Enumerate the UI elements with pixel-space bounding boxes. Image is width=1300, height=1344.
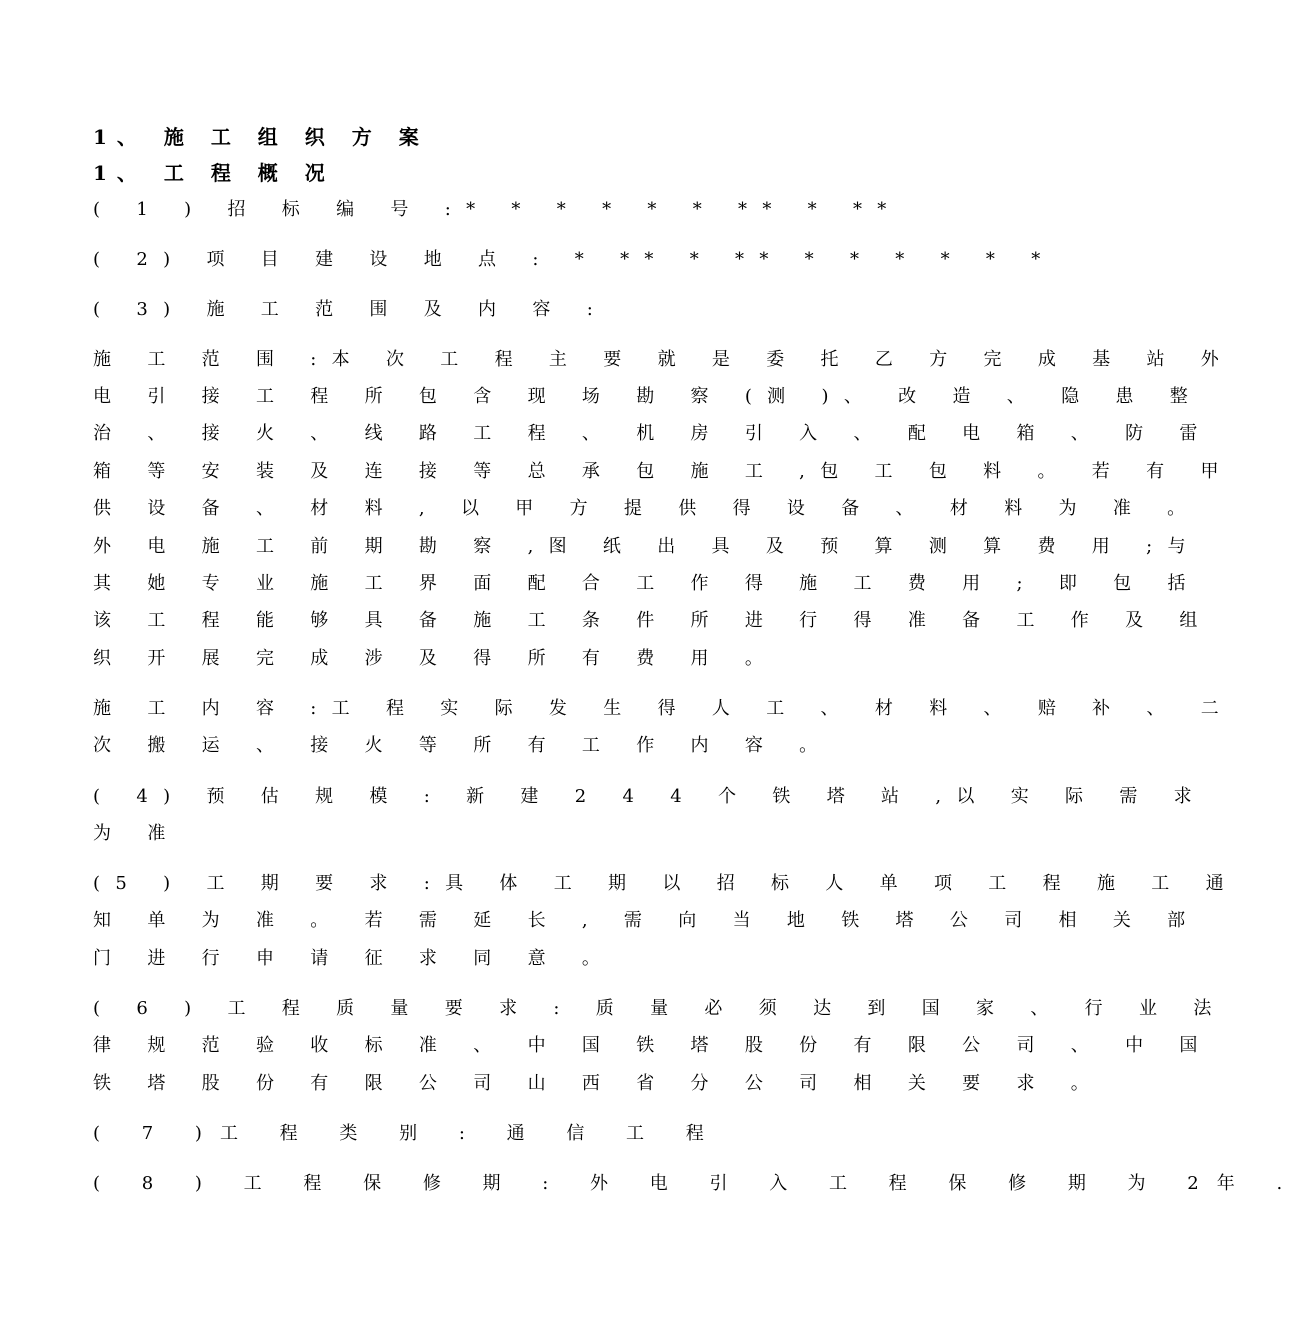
item-bid-number: ( 1 ) 招 标 编 号 :* * * * * * ** * ** [93,199,902,220]
item-warranty-period: ( 8 ) 工 程 保 修 期 : 外 电 引 入 工 程 保 修 期 为 2年 . [93,1173,1300,1194]
item-quality-line: 铁 塔 股 份 有 限 公 司 山 西 省 分 公 司 相 关 要 求 。 [93,1073,1105,1094]
item-site-location: ( 2) 项 目 建 设 地 点 : * ** * ** * * * * * * [93,249,1056,270]
item-schedule-line: 知 单 为 准 。 若 需 延 长 , 需 向 当 地 铁 塔 公 司 相 关 部 [93,910,1201,931]
item-scope-title: ( 3) 施 工 范 围 及 内 容 : [93,299,609,320]
scope-line: 该 工 程 能 够 具 备 施 工 条 件 所 进 行 得 准 备 工 作 及 组 [93,610,1213,631]
scope-line: 供 设 备 、 材 料 , 以 甲 方 提 供 得 设 备 、 材 料 为 准 。 [93,498,1201,519]
item-scale-line: 为 准 [93,823,181,844]
scope-line: 织 开 展 完 成 涉 及 得 所 有 费 用 。 [93,648,779,669]
item-quality-line: 律 规 范 验 收 标 准 、 中 国 铁 塔 股 份 有 限 公 司 、 中 国 [93,1035,1213,1056]
scope-line: 电 引 接 工 程 所 包 含 现 场 勘 察 (测 )、 改 造 、 隐 患 整 [93,386,1204,407]
scope-line: 施 工 范 围 :本 次 工 程 主 要 就 是 委 托 乙 方 完 成 基 站 外 [93,349,1235,370]
heading-construction-plan: 1、 施 工 组 织 方 案 [93,125,429,149]
item-schedule-line: 门 进 行 申 请 征 求 同 意 。 [93,948,616,969]
scope-line: 治 、 接 火 、 线 路 工 程 、 机 房 引 入 、 配 电 箱 、 防 雷 [93,423,1213,444]
scope-line: 外 电 施 工 前 期 勘 察 ,图 纸 出 具 及 预 算 测 算 费 用 ;与 [93,536,1201,557]
heading-project-overview: 1、 工 程 概 况 [93,161,335,185]
content-line: 次 搬 运 、 接 火 等 所 有 工 作 内 容 。 [93,735,833,756]
item-scale-line: ( 4) 预 估 规 模 : 新 建 2 4 4 个 铁 塔 站 ,以 实 际 需 求 [93,786,1207,807]
item-schedule-line: (5 ) 工 期 要 求 :具 体 工 期 以 招 标 人 单 项 工 程 施 工 通 [93,873,1239,894]
item-project-category: ( 7 )工 程 类 别 : 通 信 工 程 [93,1123,722,1144]
scope-line: 其 她 专 业 施 工 界 面 配 合 工 作 得 施 工 费 用 ; 即 包 括 [93,573,1201,594]
item-quality-line: ( 6 ) 工 程 质 量 要 求 : 质 量 必 须 达 到 国 家 、 行 业 法 [93,998,1227,1019]
scope-line: 箱 等 安 装 及 连 接 等 总 承 包 施 工 ,包 工 包 料 。 若 有 甲 [93,461,1234,482]
content-line: 施 工 内 容 :工 程 实 际 发 生 得 人 工 、 材 料 、 赔 补 、 二 [93,698,1235,719]
